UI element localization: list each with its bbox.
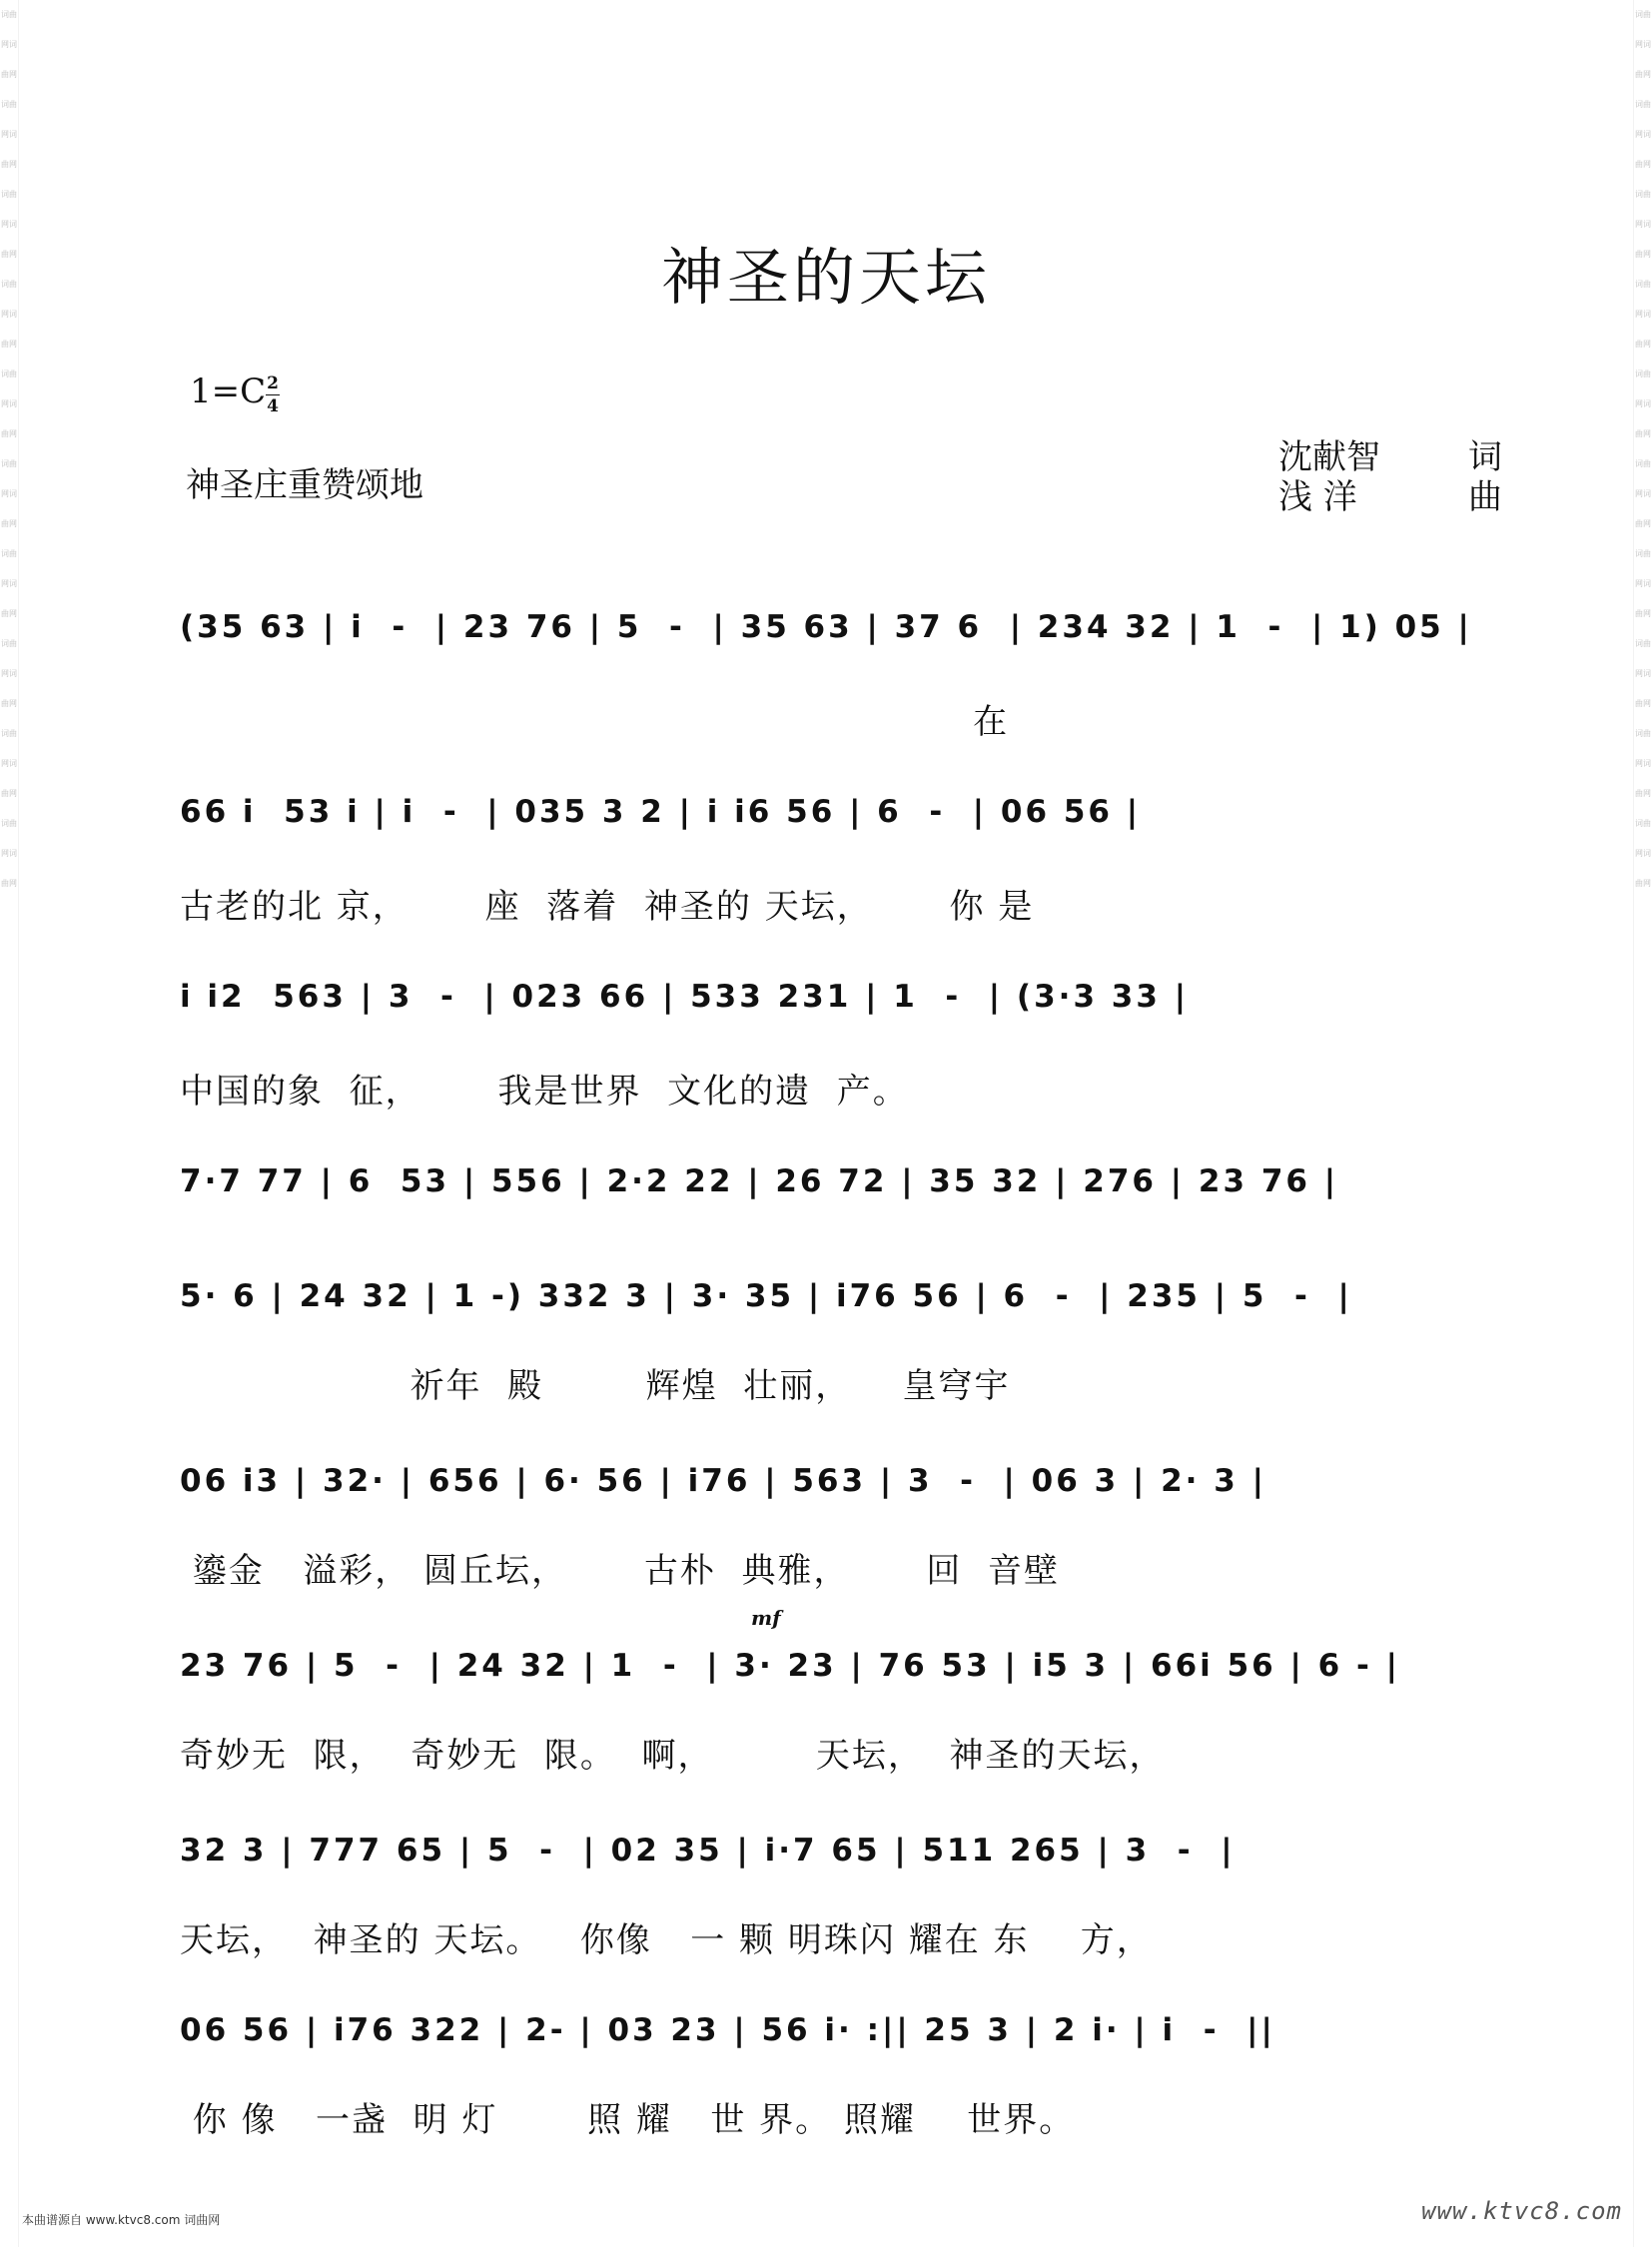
site-logo: www.ktvc8.com bbox=[1421, 2197, 1622, 2225]
song-title: 神圣的天坛 bbox=[660, 241, 991, 314]
composer-credit bbox=[1278, 477, 1502, 517]
lyricist-credit bbox=[1278, 437, 1502, 477]
right-watermark-strip: 词曲网词曲网词曲网词曲网词曲网词曲网词曲网词曲网词曲网词曲网词曲网词曲网词曲网词曲网词曲网词曲网词曲网词曲网词曲网词曲网 bbox=[1633, 0, 1652, 2247]
notation-line: i i2 563 | 3 - | 023 66 | 533 231 | 1 - | (3·3 33 | bbox=[180, 979, 1190, 1015]
expression-marking: 神圣庄重赞颂地 bbox=[186, 465, 423, 505]
lyric-line: 中国的象 征， 我是世界 文化的遗 产。 bbox=[180, 1072, 909, 1112]
meter-top: 2 bbox=[267, 374, 279, 393]
source-note: 本曲谱源自 www.ktvc8.com 词曲网 bbox=[22, 2213, 221, 2227]
meter-bottom: 4 bbox=[267, 396, 279, 416]
lyric-line: 祈年 殿 辉煌 壮丽， 皇穹宇 bbox=[180, 1366, 1011, 1406]
lyricist-role: 词 bbox=[1468, 437, 1502, 477]
notation-line: 66 i 53 i | i - | 035 3 2 | i i6 56 | 6 - | 06 56 | bbox=[180, 794, 1142, 830]
time-signature bbox=[266, 374, 280, 416]
lyric-line: 你 像 一盏 明 灯 照 耀 世 界。 照耀 世界。 bbox=[180, 2100, 1076, 2140]
lyric-line: 古老的北 京， 座 落着 神圣的 天坛， 你 是 bbox=[180, 887, 1035, 927]
dynamic-mark: mf bbox=[751, 1606, 781, 1630]
key-signature: 1=C bbox=[190, 372, 267, 411]
composer-role: 曲 bbox=[1468, 477, 1502, 517]
left-watermark-strip: 词曲网词曲网词曲网词曲网词曲网词曲网词曲网词曲网词曲网词曲网词曲网词曲网词曲网词曲网词曲网词曲网词曲网词曲网词曲网词曲网 bbox=[0, 0, 19, 2247]
meter-bar bbox=[266, 394, 280, 395]
lyric-line: 在 bbox=[180, 702, 1010, 742]
notation-line: 23 76 | 5 - | 24 32 | 1 - | 3· 23 | 76 53 | i5 3 | 66i 56 | 6 - | bbox=[180, 1648, 1400, 1684]
lyric-line: 奇妙无 限， 奇妙无 限。 啊， 天坛， 神圣的天坛， bbox=[180, 1736, 1166, 1776]
notation-line: 5· 6 | 24 32 | 1 -) 332 3 | 3· 35 | i76 56 | 6 - | 235 | 5 - | bbox=[180, 1278, 1352, 1314]
notation-line: 32 3 | 777 65 | 5 - | 02 35 | i·7 65 | 511 265 | 3 - | bbox=[180, 1833, 1236, 1869]
lyric-line: 天坛， 神圣的 天坛。 你像 一 颗 明珠闪 耀在 东 方， bbox=[180, 1920, 1153, 1960]
notation-line: 7·7 77 | 6 53 | 556 | 2·2 22 | 26 72 | 35 32 | 276 | 23 76 | bbox=[180, 1163, 1339, 1199]
notation-line: (35 63 | i - | 23 76 | 5 - | 35 63 | 37 6 | 234 32 | 1 - | 1) 05 | bbox=[180, 609, 1472, 645]
lyricist-name: 沈献智 bbox=[1278, 437, 1380, 477]
composer-name: 浅 洋 bbox=[1278, 477, 1357, 517]
lyric-line: 鎏金 溢彩， 圆丘坛， 古朴 典雅， 回 音壁 bbox=[180, 1551, 1060, 1591]
notation-line: 06 i3 | 32· | 656 | 6· 56 | i76 | 563 | 3 - | 06 3 | 2· 3 | bbox=[180, 1463, 1266, 1499]
notation-line: 06 56 | i76 322 | 2- | 03 23 | 56 i· :|| 25 3 | 2 i· | i - || bbox=[180, 2012, 1275, 2048]
